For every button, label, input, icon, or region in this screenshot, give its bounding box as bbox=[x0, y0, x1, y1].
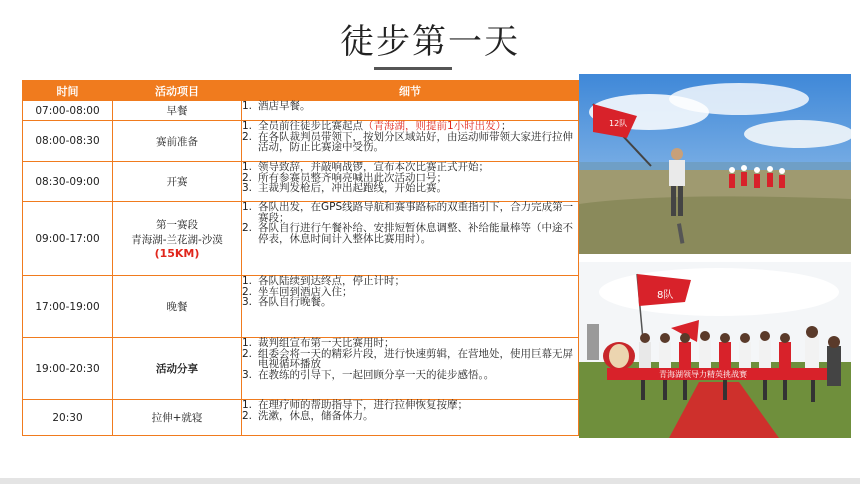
detail-item bbox=[242, 101, 578, 112]
detail-number: 1. bbox=[242, 120, 253, 132]
activity-bold: 活动分享 bbox=[156, 363, 198, 375]
table-row bbox=[23, 338, 579, 400]
photo-trekking-flag bbox=[579, 74, 851, 254]
detail-number: 1. bbox=[242, 201, 253, 213]
stage-route: 青海湖-兰花湖-沙漠 bbox=[131, 234, 223, 246]
detail-item bbox=[242, 121, 578, 132]
detail-number: 2. bbox=[242, 285, 253, 298]
header-time: 时间 bbox=[23, 81, 113, 101]
detail-number: 2. bbox=[242, 130, 253, 143]
activity-cell: 赛前准备 bbox=[113, 121, 242, 162]
detail-text bbox=[258, 121, 578, 132]
detail-text: 在理疗师的帮助指导下，进行拉伸恢复按摩； bbox=[258, 399, 468, 411]
details-cell bbox=[242, 338, 579, 400]
details-cell bbox=[242, 276, 579, 338]
detail-number: 2. bbox=[242, 171, 253, 184]
detail-item bbox=[242, 338, 578, 349]
detail-item bbox=[242, 411, 578, 422]
table-header-row bbox=[23, 81, 579, 101]
time-cell: 19:00-20:30 bbox=[23, 338, 113, 400]
banner-label: 青海湖领导力精英挑战赛 bbox=[659, 370, 747, 379]
detail-item bbox=[242, 400, 578, 411]
detail-item bbox=[242, 297, 578, 308]
detail-text-end: ； bbox=[500, 120, 512, 132]
detail-number: 3. bbox=[242, 296, 253, 308]
time-cell: 07:00-08:00 bbox=[23, 101, 113, 121]
detail-number: 3. bbox=[242, 368, 253, 381]
detail-text: 所有参赛员整齐响亮喊出此次活动口号； bbox=[258, 171, 447, 184]
details-cell bbox=[242, 202, 579, 276]
detail-item bbox=[242, 162, 578, 173]
table-row bbox=[23, 121, 579, 162]
detail-item bbox=[242, 349, 578, 370]
detail-text: 各队自行进行午餐补给、安排短暂休息调整、补给能量棒等（中途不停表，休息时间计入整体比赛用时）。 bbox=[258, 222, 573, 245]
detail-text: 坐车回到酒店入住； bbox=[258, 285, 353, 298]
detail-number: 1. bbox=[242, 161, 253, 173]
table-row bbox=[23, 202, 579, 276]
time-cell: 20:30 bbox=[23, 400, 113, 436]
detail-text-highlight: （青海湖，则提前1小时出发） bbox=[363, 120, 501, 132]
flag-label: 12队 bbox=[609, 119, 628, 128]
details-cell bbox=[242, 162, 579, 202]
details-cell bbox=[242, 400, 579, 436]
detail-item bbox=[242, 132, 578, 153]
detail-text: 在教练的引导下，一起回顾分享一天的徒步感悟。。 bbox=[258, 368, 495, 381]
activity-cell: 早餐 bbox=[113, 101, 242, 121]
detail-number: 2. bbox=[242, 222, 253, 234]
detail-item bbox=[242, 202, 578, 223]
detail-text: 各队陆续到达终点，停止计时； bbox=[258, 275, 405, 287]
activity-cell: 拉伸+就寝 bbox=[113, 400, 242, 436]
detail-text: 裁判组宣布第一天比赛用时； bbox=[258, 337, 395, 349]
details-cell bbox=[242, 121, 579, 162]
slide-title: 徒步第一天 bbox=[340, 22, 520, 62]
detail-text: 主裁判发枪后，冲出起跑线，开始比赛。 bbox=[258, 182, 447, 194]
activity-cell: 开赛 bbox=[113, 162, 242, 202]
detail-item bbox=[242, 223, 578, 244]
detail-number: 1. bbox=[242, 275, 253, 287]
detail-number: 2. bbox=[242, 409, 253, 422]
table-row bbox=[23, 400, 579, 436]
table-row bbox=[23, 276, 579, 338]
activity-cell bbox=[113, 202, 242, 276]
schedule-table bbox=[22, 80, 579, 436]
detail-text: 在各队裁判员带领下，按划分区域站好，由运动师带领大家进行拉伸活动，防止比赛途中受伤。 bbox=[258, 130, 573, 153]
activity-cell: 晚餐 bbox=[113, 276, 242, 338]
time-cell: 08:00-08:30 bbox=[23, 121, 113, 162]
detail-text: 各队出发，在GPS线路导航和赛事路标的双重指引下，合力完成第一赛段； bbox=[258, 201, 574, 224]
detail-text: 领导致辞，并敲响战锣，宣布本次比赛正式开始； bbox=[258, 161, 489, 173]
slide-bottom-edge bbox=[0, 478, 860, 484]
detail-item bbox=[242, 276, 578, 287]
time-cell: 09:00-17:00 bbox=[23, 202, 113, 276]
detail-number: 3. bbox=[242, 182, 253, 194]
time-cell: 08:30-09:00 bbox=[23, 162, 113, 202]
detail-number: 2. bbox=[242, 347, 253, 360]
detail-number: 1. bbox=[242, 100, 253, 112]
header-details: 细节 bbox=[242, 81, 579, 101]
detail-text: 洗漱，休息，储备体力。 bbox=[258, 409, 374, 422]
photo-team-banner bbox=[579, 262, 851, 438]
detail-number: 1. bbox=[242, 337, 253, 349]
flag-label: 8队 bbox=[657, 290, 674, 301]
details-cell bbox=[242, 101, 579, 121]
header-activity: 活动项目 bbox=[113, 81, 242, 101]
stage-title: 第一赛段 bbox=[156, 219, 198, 231]
detail-item bbox=[242, 370, 578, 381]
detail-text-main: 全员前往徒步比赛起点 bbox=[258, 120, 363, 132]
detail-number: 1. bbox=[242, 399, 253, 411]
table-row bbox=[23, 101, 579, 121]
activity-cell bbox=[113, 338, 242, 400]
title-underline bbox=[374, 67, 452, 70]
detail-item bbox=[242, 183, 578, 194]
detail-text: 酒店早餐。 bbox=[258, 100, 311, 112]
table-row bbox=[23, 162, 579, 202]
stage-distance: (15KM) bbox=[154, 247, 200, 260]
detail-text: 组委会将一天的精彩片段，进行快速剪辑，在营地处，使用巨幕无屏电视循环播放 bbox=[258, 347, 573, 370]
detail-text: 各队自行晚餐。 bbox=[258, 296, 332, 308]
time-cell: 17:00-19:00 bbox=[23, 276, 113, 338]
